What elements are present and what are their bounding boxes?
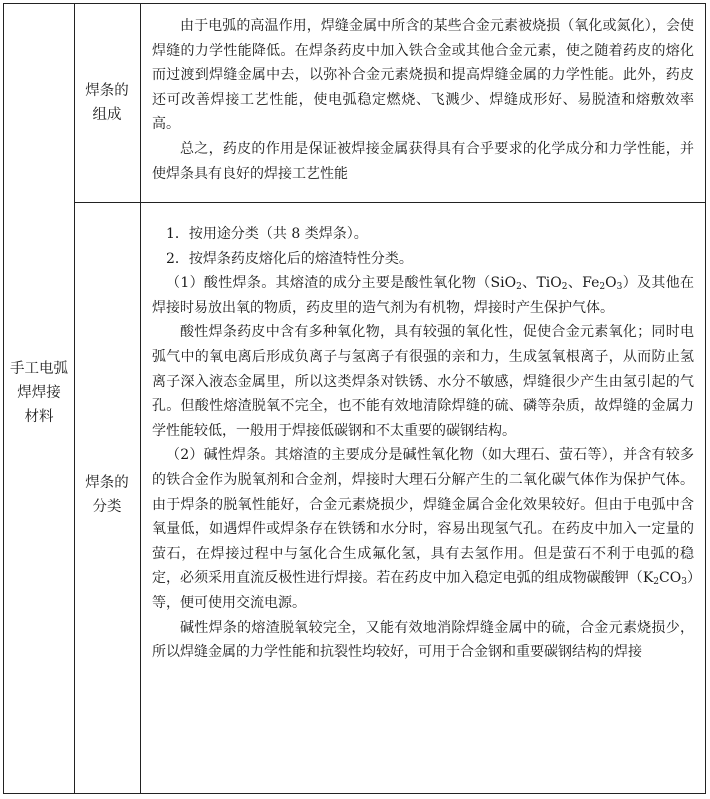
row-label-line: 焊条的 bbox=[85, 83, 129, 99]
classification-list-item: 1．按用途分类（共 8 类焊条）。 bbox=[166, 226, 368, 242]
composition-paragraph: 由于电弧的高温作用，焊缝金属中所含的某些合金元素被烧损（氧化或氮化），会使焊缝的力学性能降低。在焊条药皮中加入铁合金或其他合金元素，使之随着药皮的熔化而过渡到焊缝金属中去，以弥补合金元素烧损和提高焊缝金属的力学性能。此外，药皮还可改善焊接工艺性能，使电弧稳定燃烧、飞溅少、焊缝成形好、易脱渣和熔敷效率高。 bbox=[152, 18, 694, 133]
category-label bbox=[4, 357, 74, 429]
category-label-line: 手工电弧 bbox=[10, 361, 68, 377]
composition-content bbox=[152, 14, 694, 186]
row-label-composition bbox=[74, 79, 140, 127]
row-label-classification bbox=[74, 471, 140, 519]
classification-content bbox=[152, 222, 694, 665]
material-table bbox=[3, 3, 706, 794]
row-label-line: 组成 bbox=[92, 107, 122, 123]
basic-electrode-detail: 碱性焊条的熔渣脱氧较完全，又能有效地消除焊缝金属中的硫，合金元素烧损少，所以焊缝金属的力学性能和抗裂性均较好，可用于合金钢和重要碳钢结构的焊接 bbox=[152, 619, 694, 661]
acidic-electrode-paragraph: （1）酸性焊条。其熔渣的成分主要是酸性氧化物（SiO$_2$、TiO$_2$、$Fe_2O_3$）及其他在焊接时易放出氧的物质，药皮里的造气剂为有机物，焊接时产生保护气体。 bbox=[152, 275, 695, 316]
acidic-electrode-detail: 酸性焊条药皮中含有多种氧化物，具有较强的氧化性，促使合金元素氧化；同时电弧气中的氧电离后形成负离子与氢离子有很强的亲和力，生成氢氧根离子，从而防止氢离子深入液态金属里，所以这类焊条对铁锈、水分不敏感，焊缝很少产生由氢引起的气孔。但酸性熔渣脱氧不完全，也不能有效地清除焊缝的硫、磷等杂质，故焊缝的金属力学性能较低，一般用于焊接低碳钢和不太重要的碳钢结构。 bbox=[152, 324, 694, 439]
category-label-line: 焊焊接 bbox=[17, 385, 61, 401]
row-label-line: 分类 bbox=[92, 499, 122, 515]
composition-summary: 总之，药皮的作用是保证被焊接金属获得具有合乎要求的化学成分和力学性能，并使焊条具有良好的焊接工艺性能 bbox=[152, 140, 694, 182]
category-label-line: 材料 bbox=[24, 409, 54, 425]
basic-electrode-paragraph: （2）碱性焊条。其熔渣的主要成分是碱性氧化物（如大理石、萤石等），并含有较多的铁合金作为脱氧剂和合金剂，焊接时大理石分解产生的二氧化碳气体作为保护气体。由于焊条的脱氧性能好，合金元素烧损少，焊缝金属合金化效果较好。但由于电弧中含氧量低，如遇焊件或焊条存在铁锈和水分时，容易出现氢气孔。在药皮中加入一定量的萤石，在焊接过程中与氢化合生成氟化氢，具有去氢作用。但是萤石不利于电弧的稳定，必须采用直流反极性进行焊接。若在药皮中加入稳定电弧的组成物碳酸钾$(K_2CO_3)$等，便可使用交流电源。 bbox=[152, 447, 694, 611]
row-divider bbox=[74, 202, 705, 203]
column-divider-2 bbox=[140, 4, 141, 793]
classification-list-item: 2．按焊条药皮熔化后的熔渣特性分类。 bbox=[166, 250, 413, 267]
row-label-line: 焊条的 bbox=[85, 475, 129, 491]
